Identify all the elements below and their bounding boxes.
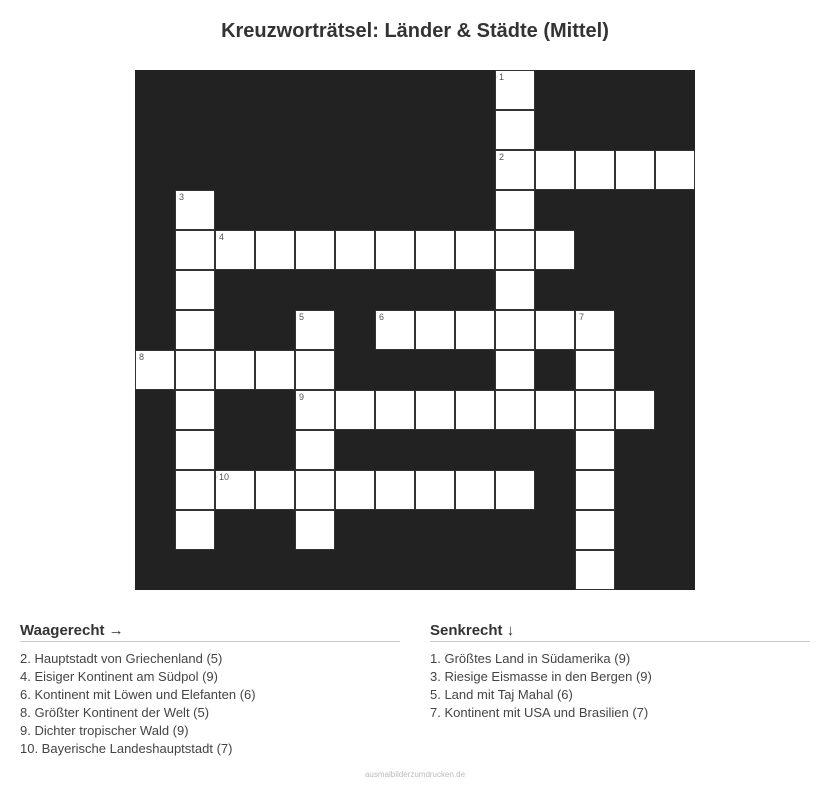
clue-across-9: 9. Dichter tropischer Wald (9): [20, 723, 189, 738]
crossword-cell[interactable]: [175, 510, 215, 550]
crossword-cell[interactable]: [455, 390, 495, 430]
crossword-cell[interactable]: [175, 470, 215, 510]
crossword-cell[interactable]: [295, 470, 335, 510]
crossword-cell[interactable]: [495, 190, 535, 230]
crossword-cell[interactable]: [295, 510, 335, 550]
crossword-cell[interactable]: [215, 470, 255, 510]
crossword-cell[interactable]: [455, 310, 495, 350]
crossword-cell[interactable]: [575, 550, 615, 590]
crossword-cell[interactable]: [295, 310, 335, 350]
clue-number: 8: [139, 352, 145, 362]
crossword-cell[interactable]: [415, 390, 455, 430]
crossword-cell[interactable]: [495, 270, 535, 310]
crossword-cell[interactable]: [615, 390, 655, 430]
clue-down-3: 3. Riesige Eismasse in den Bergen (9): [430, 669, 652, 684]
crossword-cell[interactable]: [495, 350, 535, 390]
crossword-cell[interactable]: [575, 390, 615, 430]
clue-number: 5: [299, 312, 305, 322]
crossword-cell[interactable]: [335, 390, 375, 430]
down-clues: [430, 622, 810, 722]
crossword-cell[interactable]: [175, 430, 215, 470]
crossword-cell[interactable]: [415, 230, 455, 270]
crossword-cell[interactable]: [575, 150, 615, 190]
crossword-cell[interactable]: [535, 310, 575, 350]
crossword-cell[interactable]: [495, 310, 535, 350]
clue-across-2: 2. Hauptstadt von Griechenland (5): [20, 651, 223, 666]
crossword-cell[interactable]: [455, 470, 495, 510]
crossword-cell[interactable]: [495, 70, 535, 110]
clue-number: 3: [179, 192, 185, 202]
crossword-cell[interactable]: [375, 310, 415, 350]
crossword-cell[interactable]: [575, 430, 615, 470]
crossword-cell[interactable]: [575, 310, 615, 350]
clue-across-10: 10. Bayerische Landeshauptstadt (7): [20, 741, 233, 756]
crossword-cell[interactable]: [575, 510, 615, 550]
crossword-cell[interactable]: [455, 230, 495, 270]
crossword-cell[interactable]: [135, 350, 175, 390]
clue-down-5: 5. Land mit Taj Mahal (6): [430, 687, 573, 702]
crossword-cell[interactable]: [175, 270, 215, 310]
crossword-cell[interactable]: [415, 310, 455, 350]
crossword-cell[interactable]: [215, 350, 255, 390]
crossword-cell[interactable]: [415, 470, 455, 510]
crossword-cell[interactable]: [295, 430, 335, 470]
crossword-cell[interactable]: [495, 150, 535, 190]
footer-source: ausmalbilderzumdrucken.de: [364, 770, 466, 779]
down-heading: Senkrecht ↓: [430, 622, 810, 642]
clue-down-7: 7. Kontinent mit USA und Brasilien (7): [430, 705, 649, 720]
clue-number: 6: [379, 312, 385, 322]
crossword-cell[interactable]: [575, 350, 615, 390]
crossword-cell[interactable]: [335, 230, 375, 270]
crossword-cell[interactable]: [175, 190, 215, 230]
crossword-cell[interactable]: [495, 470, 535, 510]
crossword-cell[interactable]: [495, 110, 535, 150]
crossword-cell[interactable]: [255, 230, 295, 270]
crossword-cell[interactable]: [335, 470, 375, 510]
crossword-cell[interactable]: [535, 230, 575, 270]
crossword-cell[interactable]: [175, 310, 215, 350]
crossword-cell[interactable]: [295, 350, 335, 390]
clue-number: 1: [499, 72, 505, 82]
crossword-cell[interactable]: [255, 350, 295, 390]
clue-across-8: 8. Größter Kontinent der Welt (5): [20, 705, 210, 720]
across-heading: Waagerecht →: [20, 622, 400, 642]
puzzle-title: Kreuzworträtsel: Länder & Städte (Mittel): [221, 20, 609, 42]
crossword-cell[interactable]: [575, 470, 615, 510]
crossword-grid: [135, 70, 695, 590]
clue-number: 10: [219, 472, 230, 482]
crossword-cell[interactable]: [295, 230, 335, 270]
crossword-cell[interactable]: [495, 390, 535, 430]
clue-number: 2: [499, 152, 505, 162]
clue-across-6: 6. Kontinent mit Löwen und Elefanten (6): [20, 687, 256, 702]
crossword-cell[interactable]: [535, 150, 575, 190]
crossword-cell[interactable]: [535, 390, 575, 430]
crossword-cell[interactable]: [495, 230, 535, 270]
clue-number: 9: [299, 392, 305, 402]
crossword-cell[interactable]: [655, 150, 695, 190]
crossword-cell[interactable]: [295, 390, 335, 430]
crossword-cell[interactable]: [175, 230, 215, 270]
crossword-cell[interactable]: [175, 390, 215, 430]
crossword-cell[interactable]: [255, 470, 295, 510]
crossword-cell[interactable]: [375, 390, 415, 430]
crossword-cell[interactable]: [175, 350, 215, 390]
clue-down-1: 1. Größtes Land in Südamerika (9): [430, 651, 631, 666]
clue-number: 4: [219, 232, 225, 242]
crossword-cell[interactable]: [375, 230, 415, 270]
clue-across-4: 4. Eisiger Kontinent am Südpol (9): [20, 669, 218, 684]
across-clues: [20, 622, 400, 758]
crossword-cell[interactable]: [375, 470, 415, 510]
crossword-cell[interactable]: [215, 230, 255, 270]
clue-number: 7: [579, 312, 585, 322]
crossword-cell[interactable]: [615, 150, 655, 190]
